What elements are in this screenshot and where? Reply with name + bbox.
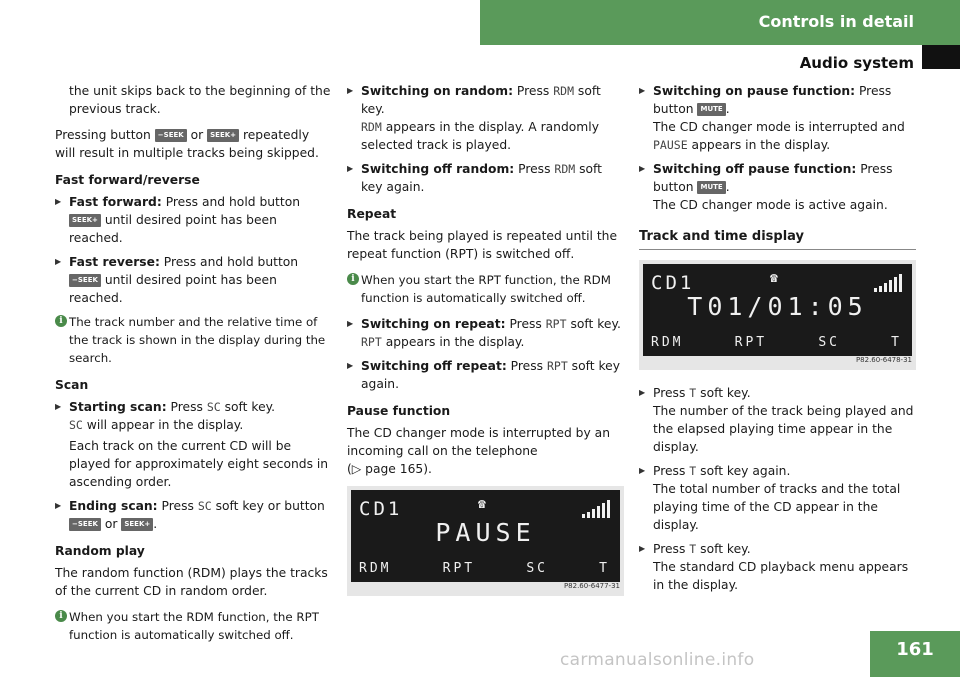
seek-back-key: −SEEK: [155, 129, 187, 142]
seek-back-key: −SEEK: [69, 518, 101, 531]
column-2: [347, 82, 624, 596]
signal-bars-icon: [874, 272, 902, 292]
info-note-rpt: i When you start the RPT function, the RDM function is automatically switched off.: [347, 271, 624, 307]
soft-key-label: SC: [818, 335, 840, 350]
soft-key-label: RDM: [651, 335, 684, 350]
mute-key: MUTE: [697, 103, 725, 116]
display-source: CD1: [359, 498, 403, 520]
soft-key-label: RPT: [734, 335, 768, 350]
bullet-pause-off: ▶ Switching off pause function: Press button MUTE . The CD changer mode is active again.: [639, 160, 916, 214]
display-image-track: [639, 260, 916, 370]
column-3: [639, 82, 916, 600]
display-main-text: PAUSE: [435, 518, 536, 547]
display-soft-keys: [651, 334, 902, 352]
page-number: 161: [870, 631, 960, 677]
display-soft-keys: [359, 560, 610, 578]
bullet-random-off: ▶ Switching off random: Press RDM soft key again.: [347, 160, 624, 196]
section-title: Audio system: [799, 54, 914, 72]
bullet-random-on: ▶ Switching on random: Press RDM soft key. RDM appears in the display. A randomly selected track is played.: [347, 82, 624, 154]
info-note-rdm: i When you start the RDM function, the RPT function is automatically switched off.: [55, 608, 332, 644]
bullet-starting-scan: ▶ Starting scan: Press SC soft key. SC will appear in the display. Each track on the current CD will be played for approximately eight seconds in ascending order.: [55, 398, 332, 491]
heading-track-time: Track and time display: [639, 228, 916, 250]
section-marker: [922, 45, 960, 69]
soft-key-label: SC: [526, 561, 548, 576]
bullet-repeat-off: ▶ Switching off repeat: Press RPT soft key again.: [347, 357, 624, 393]
display-image-pause: [347, 486, 624, 596]
heading-random-play: Random play: [55, 544, 145, 558]
heading-fast-forward: Fast forward/reverse: [55, 173, 200, 187]
bullet-fast-forward: ▶ Fast forward: Press and hold button SEEK+ until desired point has been reached.: [55, 193, 332, 247]
bullet-track-3: ▶ Press T soft key. The standard CD playback menu appears in the display.: [639, 540, 916, 594]
heading-scan: Scan: [55, 378, 89, 392]
display-source: CD1: [651, 272, 695, 294]
seek-back-key: −SEEK: [69, 274, 101, 287]
image-code: P82.60-6477-31: [563, 582, 620, 590]
info-icon: i: [347, 273, 359, 285]
watermark: carmanualsonline.info: [560, 650, 755, 670]
pause-text: The CD changer mode is interrupted by an incoming call on the telephone (▷ page 165).: [347, 426, 610, 476]
info-note-search: i The track number and the relative time of the track is shown in the display during the search.: [55, 313, 332, 367]
chapter-title: Controls in detail: [758, 12, 914, 31]
repeat-text: The track being played is repeated until the repeat function (RPT) is switched off.: [347, 229, 618, 261]
seek-forward-key: SEEK+: [121, 518, 153, 531]
random-text: The random function (RDM) plays the tracks of the current CD in random order.: [55, 566, 328, 598]
heading-pause: Pause function: [347, 404, 451, 418]
display-main-text: T01/01:05: [687, 292, 868, 321]
soft-key-label: RPT: [442, 561, 476, 576]
mute-key: MUTE: [697, 181, 725, 194]
soft-key-label: T: [599, 561, 610, 576]
bullet-fast-reverse: ▶ Fast reverse: Press and hold button −SEEK until desired point has been reached.: [55, 253, 332, 307]
bullet-track-2: ▶ Press T soft key again. The total number of tracks and the total playing time of the CD appear in the display.: [639, 462, 916, 534]
signal-bars-icon: [582, 498, 610, 518]
column-1: [55, 82, 332, 652]
paragraph-seek: Pressing button −SEEK or SEEK+ repeatedly will result in multiple tracks being skipped.: [55, 128, 319, 160]
info-icon: i: [55, 315, 67, 327]
seek-forward-key: SEEK+: [207, 129, 239, 142]
bullet-track-1: ▶ Press T soft key. The number of the track being played and the elapsed playing time appear in the display.: [639, 384, 916, 456]
seek-forward-key: SEEK+: [69, 214, 101, 227]
bullet-repeat-on: ▶ Switching on repeat: Press RPT soft key. RPT appears in the display.: [347, 315, 624, 351]
phone-icon: ☎: [478, 497, 486, 512]
info-icon: i: [55, 610, 67, 622]
heading-repeat: Repeat: [347, 207, 397, 221]
soft-key-label: T: [891, 335, 902, 350]
bullet-ending-scan: ▶ Ending scan: Press SC soft key or button −SEEK or SEEK+ .: [55, 497, 332, 533]
soft-key-label: RDM: [359, 561, 392, 576]
phone-icon: ☎: [770, 271, 778, 286]
image-code: P82.60-6478-31: [855, 356, 912, 364]
bullet-pause-on: ▶ Switching on pause function: Press button MUTE . The CD changer mode is interrupted and PAUSE appears in the display.: [639, 82, 916, 154]
continued-text: the unit skips back to the beginning of the previous track.: [69, 84, 331, 116]
